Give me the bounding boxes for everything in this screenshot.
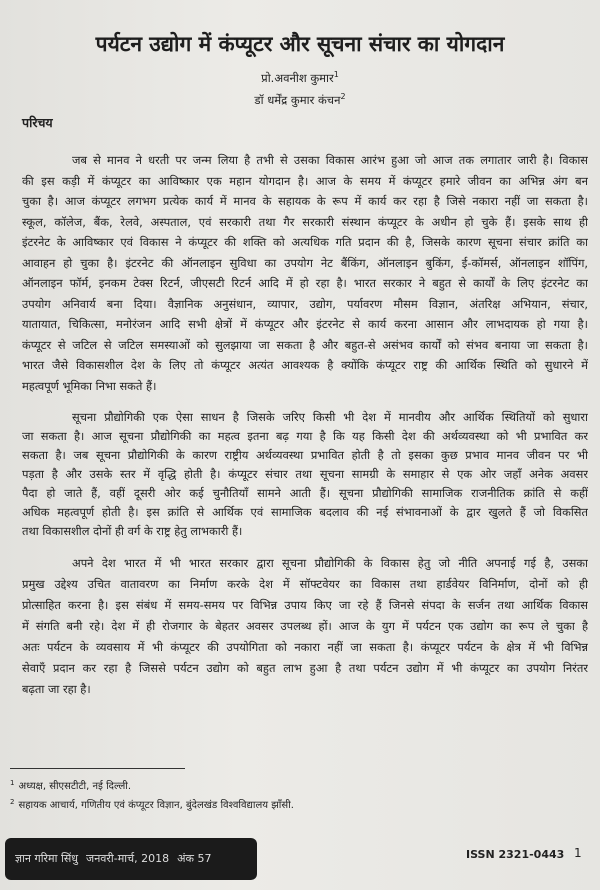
footnote-2	[10, 797, 294, 811]
footnote-1	[10, 778, 131, 792]
text-line: जब से मानव ने धरती पर जन्म लिया है तभी से उसका विकास आरंभ हुआ जो आज तक लगातार जारी है। विकास	[72, 153, 588, 167]
author-name: प्रो.अवनीश कुमार	[261, 70, 334, 85]
text-line: प्रोत्साहित करना है। इस संबंध में समय-समय पर विभिन्न उपाय किए जा रहे हैं जिनसे संपदा के सर्जन तथा आर्थिक विकास	[22, 598, 588, 612]
text-line: अधिक महत्वपूर्ण होती है। इस क्रांति से आर्थिक एवं सामाजिक बदलाव की नई संभावनाओं के द्वार खुलते हैं जो विकसित	[22, 505, 588, 519]
text-line: तथा विकासशील दोनों ही वर्ग के राष्ट्र हेतु लाभकारी हैं।	[22, 524, 243, 538]
text-line: सकता है। जब सूचना प्रौद्योगिकी के कारण राष्ट्रीय अर्थव्यवस्था प्रभावित होती है तो इसका कुछ प्रभाव मानव जीवन पर भी	[22, 448, 588, 462]
text-line: स्कूल, कॉलेज, बैंक, रेलवे, अस्पताल, एवं सरकारी तथा गैर सरकारी संस्थान कंप्यूटर के अधीन हो चुके हैं। इसके साथ ही	[22, 214, 588, 229]
text-line: इंटरनेट के आविष्कार एवं विकास ने कंप्यूटर की शक्ति को अत्यधिक गति प्रदान की है, जिसके कारण सूचना संचार क्रांति का	[22, 235, 588, 249]
footnote-mark: 1	[10, 778, 15, 787]
footnote-text: अध्यक्ष, सीएसटीटी, नई दिल्ली.	[18, 781, 132, 792]
journal-name: ज्ञान गरिमा सिंधु	[15, 852, 79, 865]
text-line: आवाहन हो चुका है। इंटरनेट की ऑनलाइन सुविधा का उपयोग नेट बैंकिंग, ऑनलाइन बुकिंग, ई-कॉमर्स, ऑनलाइन शॉपिंग,	[22, 255, 588, 270]
text-line: भारत जैसे विकासशील देश के लिए तो कंप्यूटर अत्यंत आवश्यक है क्योंकि कंप्यूटर राष्ट्र की आर्थिक स्थिति को सुधारने में	[22, 358, 588, 372]
text-line: अपने देश भारत में भी भारत सरकार द्वारा सूचना प्रौद्योगिकी के विकास हेतु जो नीति अपनाई गई है, उसका	[72, 556, 588, 570]
issn: ISSN 2321-0443	[466, 848, 565, 861]
text-line: बढ़ता जा रहा है।	[22, 682, 91, 696]
journal-badge	[5, 838, 257, 880]
article-title: पर्यटन उद्योग में कंप्यूटर और सूचना संचार का योगदान	[95, 32, 505, 56]
issue-date: जनवरी-मार्च, 2018	[86, 852, 170, 865]
paragraph-2	[22, 408, 588, 541]
footnote-mark: 2	[340, 92, 346, 101]
section-heading: परिचय	[22, 115, 53, 130]
author-1	[0, 70, 600, 86]
footnote-divider	[10, 768, 185, 769]
text-line: पैदा हो जाते हैं, वहीं दूसरी ओर कई चुनौतियाँ सामने आती हैं। सूचना प्रौद्योगिकी सामाजिक राजनीतिक क्रांति से कहीं	[22, 486, 588, 500]
footnote-text: सहायक आचार्य, गणितीय एवं कंप्यूटर विज्ञान, बुंदेलखंड विश्वविद्यालय झाँसी.	[18, 800, 294, 811]
text-line: जा सकता है। आज सूचना प्रौद्योगिकी का महत्व इतना बढ़ गया है कि यह किसी देश की अर्थव्यवस्था को भी प्रभावित कर	[22, 429, 588, 443]
text-line: यातायात, चिकित्सा, मनोरंजन आदि सभी क्षेत्रों में कंप्यूटर और इंटरनेट से कार्य करना आसान और लाभदायक हो गया है।	[22, 317, 588, 331]
author-2	[0, 92, 600, 108]
footnote-mark: 1	[333, 70, 339, 79]
paragraph-3	[22, 553, 588, 700]
text-line: कंप्यूटर से जटिल से जटिल समस्याओं को सुलझाया जा सकता है और बहुत-से असंभव कार्यों को संभव बनाया जा सकता है।	[22, 337, 588, 352]
text-line: अतः पर्यटन के व्यवसाय में भी कंप्यूटर की उपयोगिता को नकारा नहीं जा सकता है। कंप्यूटर पर्यटन के क्षेत्र में भी विभिन्न	[22, 640, 588, 654]
text-line: में संगति बनी रहे। देश में ही रोजगार के बेहतर अवसर उपलब्ध हों। आज के युग में पर्यटन एक उद्योग का रूप ले चुका है	[22, 619, 588, 633]
text-line: की इस कड़ी में कंप्यूटर का आविष्कार एक महान योगदान है। आज के समय में कंप्यूटर हमारे जीवन का अभिन्न अंग बन	[22, 173, 588, 188]
text-line: उपयोग अनिवार्य बना दिया। वैज्ञानिक अनुसंधान, व्यापार, उद्योग, पर्यावरण मौसम विज्ञान, अंतरिक्ष अभियान, संचार,	[22, 296, 588, 311]
page-number: 1	[574, 846, 582, 860]
text-line: प्रमुख उद्देश्य उचित वातावरण का निर्माण करके देश में सॉफ्टवेयर का विकास तथा हार्डवेयर विनिर्माण, दोनों को ही	[22, 577, 588, 591]
text-line: सूचना प्रौद्योगिकी एक ऐसा साधन है जिसके जरिए किसी भी देश में मानवीय और आर्थिक स्थितियों को सुधारा	[72, 410, 588, 424]
text-line: पड़ता है और उसके स्तर में वृद्धि होती है। कंप्यूटर संचार तथा सूचना सामग्री के समाहार से एक ओर जहाँ अनेक अवसर	[22, 467, 588, 481]
issue-number: अंक 57	[177, 852, 212, 865]
text-line: सेवाएँ प्रदान कर रहा है जिससे पर्यटन उद्योग को बहुत लाभ हुआ है तथा पर्यटन उद्योग में भी कंप्यूटर का उपयोग निरंतर	[22, 661, 588, 675]
author-name: डॉ धर्मेंद्र कुमार कंचन	[254, 92, 341, 107]
paragraph-1	[22, 150, 588, 396]
footnote-mark: 2	[10, 797, 15, 806]
text-line: महत्वपूर्ण भूमिका निभा सकते हैं।	[22, 378, 157, 393]
text-line: ऑनलाइन फॉर्म, इनकम टेक्स रिटर्न, जीएसटी रिटर्न आदि में हो रहा है। भारत सरकार ने बहुत से कार्यों के लिए इंटरनेट का	[22, 276, 588, 290]
text-line: चुका है। आज कंप्यूटर लगभग प्रत्येक कार्य में मानव के सहायक के रूप में कार्य कर रहा है जिसे नकारा नहीं जा सकता है।	[22, 194, 588, 208]
